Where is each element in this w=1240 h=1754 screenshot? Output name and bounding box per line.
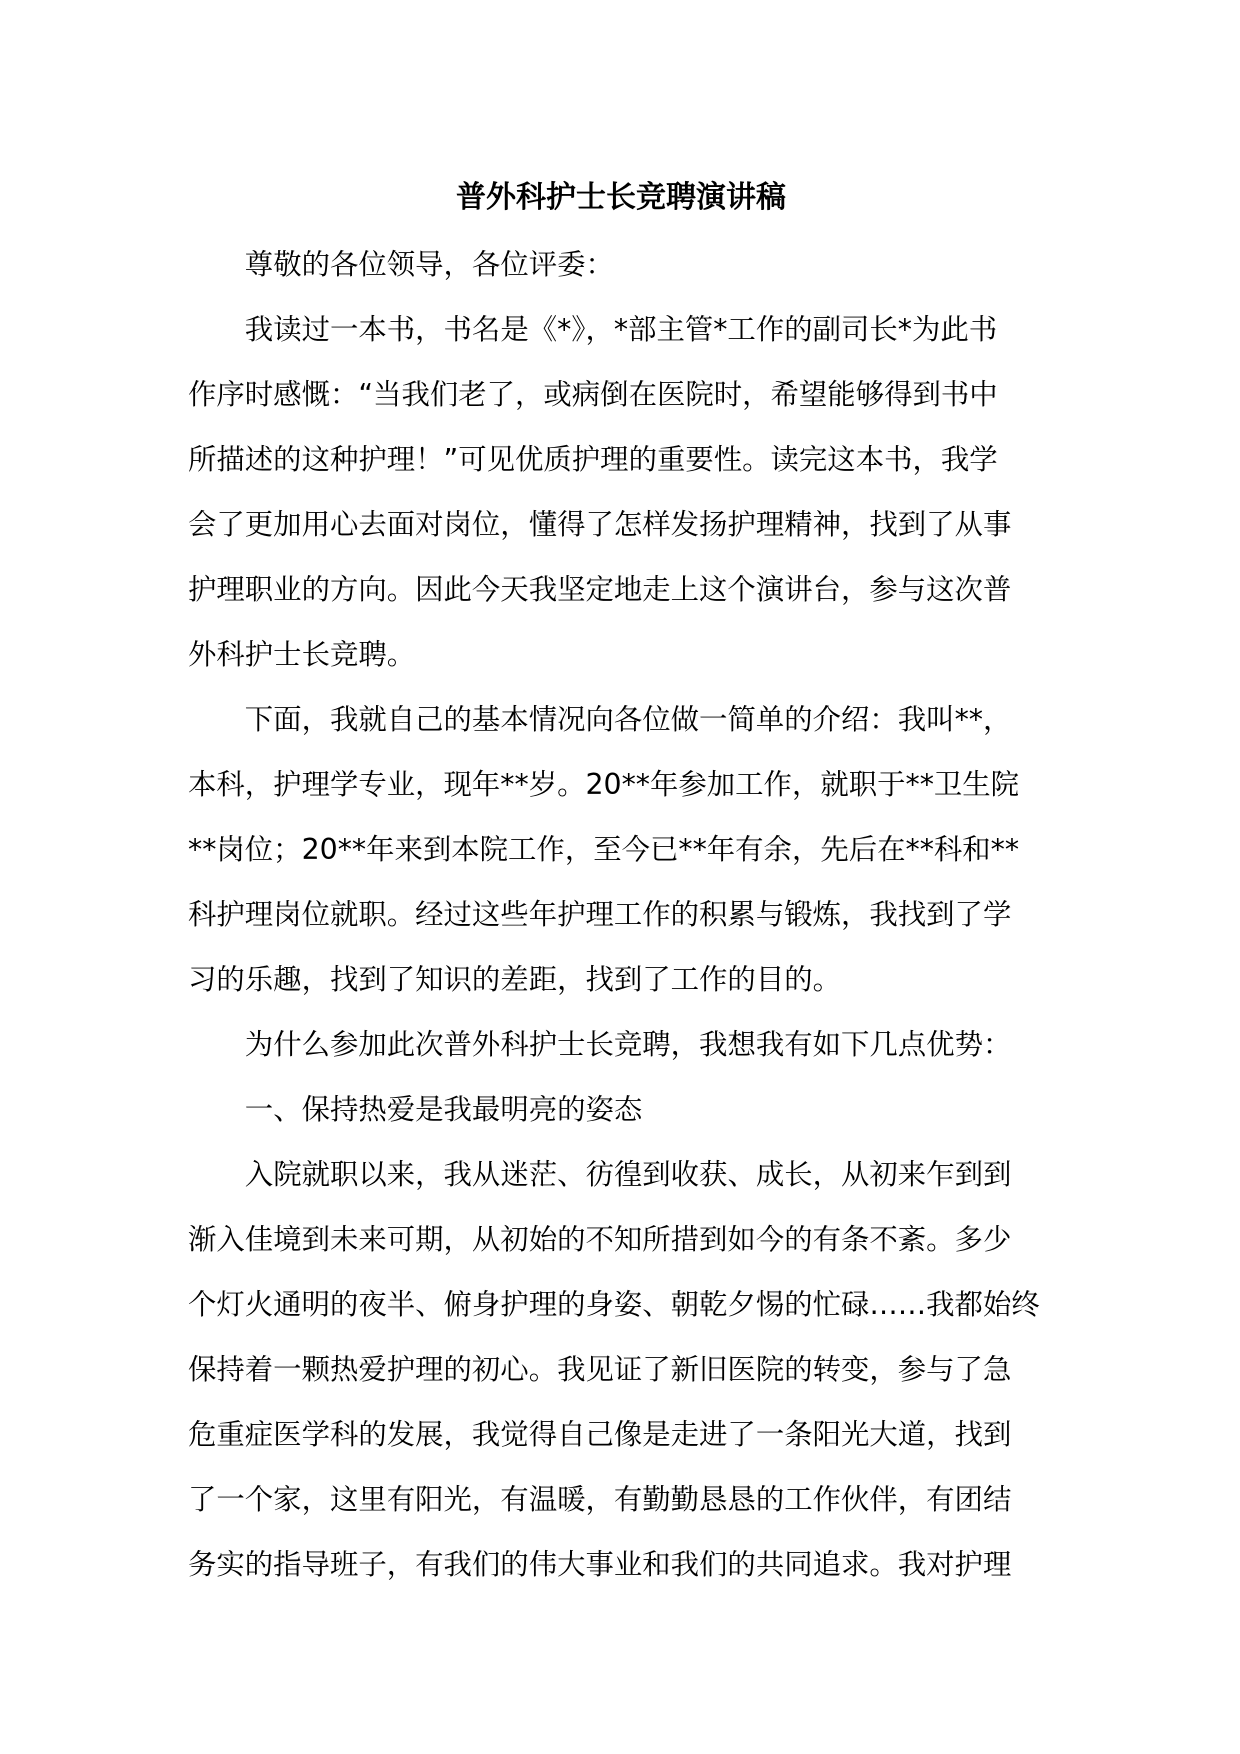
paragraph-introduction: 下面，我就自己的基本情况向各位做一简单的介绍：我叫**， 本科，护理学专业，现年**岁。20**年参加工作，就职于**卫生院 **岗位；20**年来到本院工作，至今已**年有余，先后在**科和** 科护理岗位就职。经过这些年护理工作的积累与锻炼，我找到了学 习的乐趣，找到了知识的差距，找到了工作的目的。 [188, 703, 1020, 996]
document-page [188, 172, 1054, 1597]
document-title: 普外科护士长竞聘演讲稿 [456, 180, 786, 215]
paragraph-passion: 入院就职以来，我从迷茫、彷徨到收获、成长，从初来乍到到 渐入佳境到未来可期，从初始的不知所措到如今的有条不紊。多少 个灯火通明的夜半、俯身护理的身姿、朝乾夕惕的忙碌……我都始终 保持着一颗热爱护理的初心。我见证了新旧医院的转变，参与了急 危重症医学科的发展，我觉得自己像是走进了一条阳光大道，找到 了一个家，这里有阳光，有温暖，有勤勤恳恳的工作伙伴，有团结 务实的指导班子，有我们的伟大事业和我们的共同追求。我对护理 [188, 1158, 1040, 1581]
paragraph-book: 我读过一本书，书名是《*》，*部主管*工作的副司长*为此书 作序时感慨：“当我们老了，或病倒在医院时，希望能够得到书中 所描述的这种护理！”可见优质护理的重要性。读完这本书，我学 会了更加用心去面对岗位，懂得了怎样发扬护理精神，找到了从事 护理职业的方向。因此今天我坚定地走上这个演讲台，参与这次普 外科护士长竞聘。 [188, 313, 1012, 671]
section-heading-1: 一、保持热爱是我最明亮的姿态 [244, 1093, 643, 1126]
paragraph-advantages-lead: 为什么参加此次普外科护士长竞聘，我想我有如下几点优势： [244, 1028, 1012, 1061]
paragraph-salutation: 尊敬的各位领导，各位评委： [244, 248, 614, 281]
